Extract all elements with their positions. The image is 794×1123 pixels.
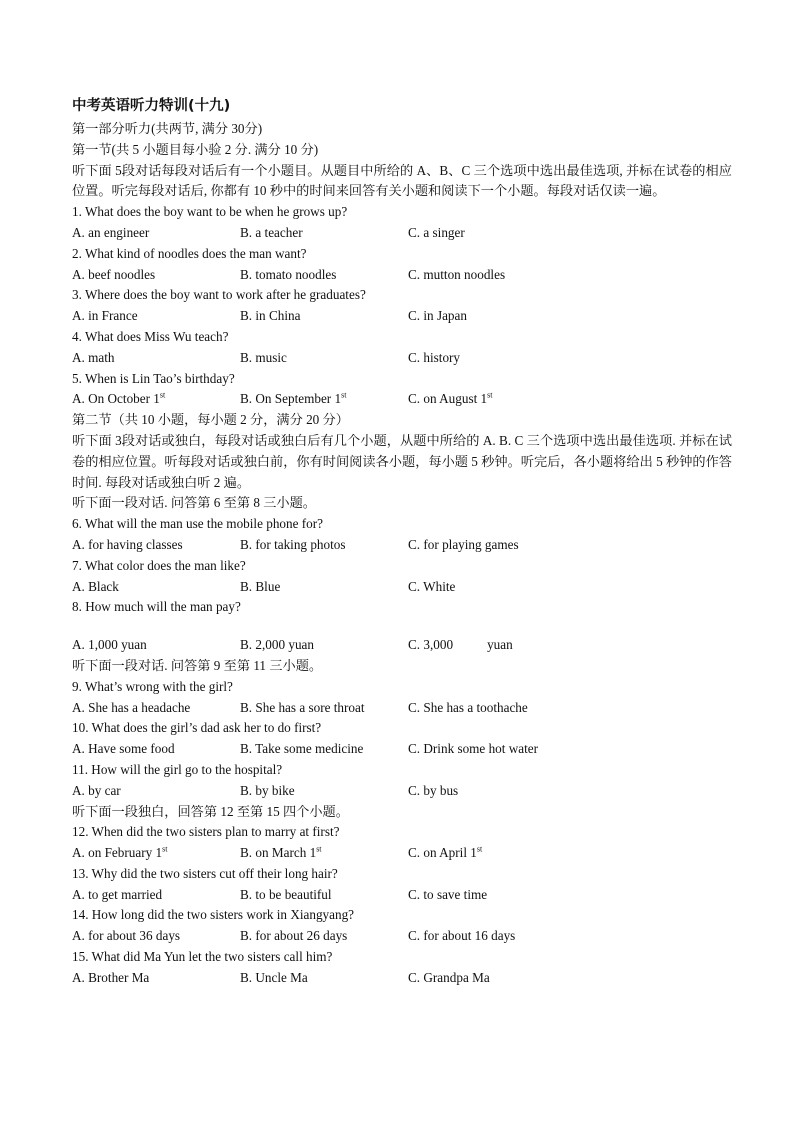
- option-11a: A. by car: [72, 782, 121, 798]
- option-7b: B. Blue: [240, 578, 281, 594]
- options-15: [72, 968, 732, 989]
- question-12: 12. When did the two sisters plan to marry at first?: [72, 824, 340, 840]
- question-6: 6. What will the man use the mobile phone for?: [72, 516, 323, 532]
- option-12a: [72, 843, 240, 864]
- option-9a: A. She has a headache: [72, 699, 191, 715]
- option-7c: C. White: [408, 578, 456, 594]
- options-4: [72, 348, 732, 369]
- section2-heading: 第二节（共 10 小题，每小题 2 分，满分 20 分）: [72, 412, 349, 428]
- option-6c: C. for playing games: [408, 536, 519, 552]
- ordinal-suffix: st: [341, 390, 347, 400]
- option-3b: B. in China: [240, 308, 301, 324]
- monologue-instruction: 听下面一段独白，回答第 12 至第 15 四个小题。: [72, 803, 349, 819]
- option-8c: [408, 635, 628, 656]
- question-11: 11. How will the girl go to the hospital?: [72, 761, 283, 777]
- document-title: 中考英语听力特训(十九): [72, 98, 231, 114]
- option-8c-amount: C. 3,000: [408, 637, 454, 653]
- option-2b: B. tomato noodles: [240, 266, 337, 282]
- question-5: 5. When is Lin Tao’s birthday?: [72, 370, 235, 386]
- option-10a: A. Have some food: [72, 741, 175, 757]
- option-8c-unit: yuan: [487, 637, 513, 653]
- option-7a: A. Black: [72, 578, 119, 594]
- dialog-1-instruction: 听下面一段对话. 问答第 6 至第 8 三小题。: [72, 495, 316, 511]
- option-3a: A. in France: [72, 308, 138, 324]
- options-13: [72, 885, 732, 906]
- option-13b: B. to be beautiful: [240, 886, 332, 902]
- option-1a: A. an engineer: [72, 224, 150, 240]
- option-5b: [240, 389, 408, 410]
- options-8: [72, 635, 732, 656]
- options-11: [72, 781, 732, 802]
- question-7: 7. What color does the man like?: [72, 557, 246, 573]
- option-4c: C. history: [408, 349, 461, 365]
- options-5: [72, 389, 732, 410]
- options-9: [72, 698, 732, 719]
- option-11c: C. by bus: [408, 782, 459, 798]
- option-8b: B. 2,000 yuan: [240, 637, 314, 653]
- question-1: 1. What does the boy want to be when he grows up?: [72, 204, 348, 220]
- option-15c: C. Grandpa Ma: [408, 969, 490, 985]
- options-14: [72, 926, 732, 947]
- ordinal-suffix: st: [159, 390, 166, 400]
- ordinal-suffix: st: [476, 844, 483, 854]
- option-5a: [72, 389, 240, 410]
- options-12: [72, 843, 732, 864]
- option-4a: A. math: [72, 349, 115, 365]
- spacer: [72, 618, 732, 635]
- option-12b: [240, 843, 408, 864]
- options-10: [72, 739, 732, 760]
- option-6b: B. for taking photos: [240, 536, 346, 552]
- question-13: 13. Why did the two sisters cut off their long hair?: [72, 865, 338, 881]
- question-2: 2. What kind of noodles does the man want?: [72, 245, 307, 261]
- option-10c: C. Drink some hot water: [408, 741, 539, 757]
- option-1c: C. a singer: [408, 224, 465, 240]
- question-14: 14. How long did the two sisters work in Xiangyang?: [72, 907, 355, 923]
- option-14c: C. for about 16 days: [408, 928, 516, 944]
- option-2c: C. mutton noodles: [408, 266, 506, 282]
- question-4: 4. What does Miss Wu teach?: [72, 328, 229, 344]
- section1-instruction: 听下面 5段对话每段对话后有一个小题目。从题目中所给的 A、B、C 三个选项中选出最佳选项, 并标在试卷的相应位置。听完每段对话后, 你都有 10 秒中的时间来回答有关小题和阅读下一个小题。每段对话仅读一遍。: [72, 162, 732, 199]
- question-8: 8. How much will the man pay?: [72, 599, 241, 615]
- option-12b-text: B. on March 1: [240, 845, 317, 861]
- option-5a-text: A. On October 1: [72, 391, 160, 407]
- option-5c-text: C. on August 1: [408, 391, 488, 407]
- option-5c: [408, 389, 628, 410]
- question-15: 15. What did Ma Yun let the two sisters call him?: [72, 949, 333, 965]
- ordinal-suffix: st: [487, 390, 493, 400]
- options-7: [72, 577, 732, 598]
- option-10b: B. Take some medicine: [240, 741, 364, 757]
- ordinal-suffix: st: [316, 844, 322, 854]
- option-4b: B. music: [240, 349, 287, 365]
- option-13a: A. to get married: [72, 886, 163, 902]
- option-1b: B. a teacher: [240, 224, 303, 240]
- option-15a: A. Brother Ma: [72, 969, 150, 985]
- option-11b: B. by bike: [240, 782, 295, 798]
- option-9b: B. She has a sore throat: [240, 699, 365, 715]
- option-14a: A. for about 36 days: [72, 928, 181, 944]
- option-12c: [408, 843, 628, 864]
- options-2: [72, 265, 732, 286]
- options-6: [72, 535, 732, 556]
- option-6a: A. for having classes: [72, 536, 183, 552]
- section1-heading: 第一节(共 5 小题目每小验 2 分. 满分 10 分): [72, 141, 319, 157]
- question-9: 9. What’s wrong with the girl?: [72, 678, 233, 694]
- option-12c-text: C. on April 1: [408, 845, 477, 861]
- option-2a: A. beef noodles: [72, 266, 156, 282]
- option-15b: B. Uncle Ma: [240, 969, 308, 985]
- option-9c: C. She has a toothache: [408, 699, 528, 715]
- option-12a-text: A. on February 1: [72, 845, 163, 861]
- section2-instruction: 听下面 3段对话或独白，每段对话或独白后有几个小题，从题中所给的 A. B. C 三个选项中选出最佳选项. 并标在试卷的相应位置。听每段对话或独白前，你有时间阅读各小题，每小题 5 秒钟。听完后，各小题将给出 5 秒钟的作答时间. 每段对话或独白听 2 遍。: [72, 432, 732, 490]
- option-3c: C. in Japan: [408, 308, 467, 324]
- option-14b: B. for about 26 days: [240, 928, 348, 944]
- part-heading: 第一部分听力(共两节, 满分 30分): [72, 121, 263, 136]
- options-3: [72, 306, 732, 327]
- option-13c: C. to save time: [408, 886, 488, 902]
- question-10: 10. What does the girl’s dad ask her to do first?: [72, 720, 322, 736]
- ordinal-suffix: st: [162, 844, 168, 854]
- question-3: 3. Where does the boy want to work after he graduates?: [72, 287, 366, 303]
- option-5b-text: B. On September 1: [240, 391, 342, 407]
- option-8a: A. 1,000 yuan: [72, 637, 147, 653]
- dialog-2-instruction: 听下面一段对话. 问答第 9 至第 11 三小题。: [72, 657, 323, 673]
- document-content: [72, 93, 732, 989]
- options-1: [72, 223, 732, 244]
